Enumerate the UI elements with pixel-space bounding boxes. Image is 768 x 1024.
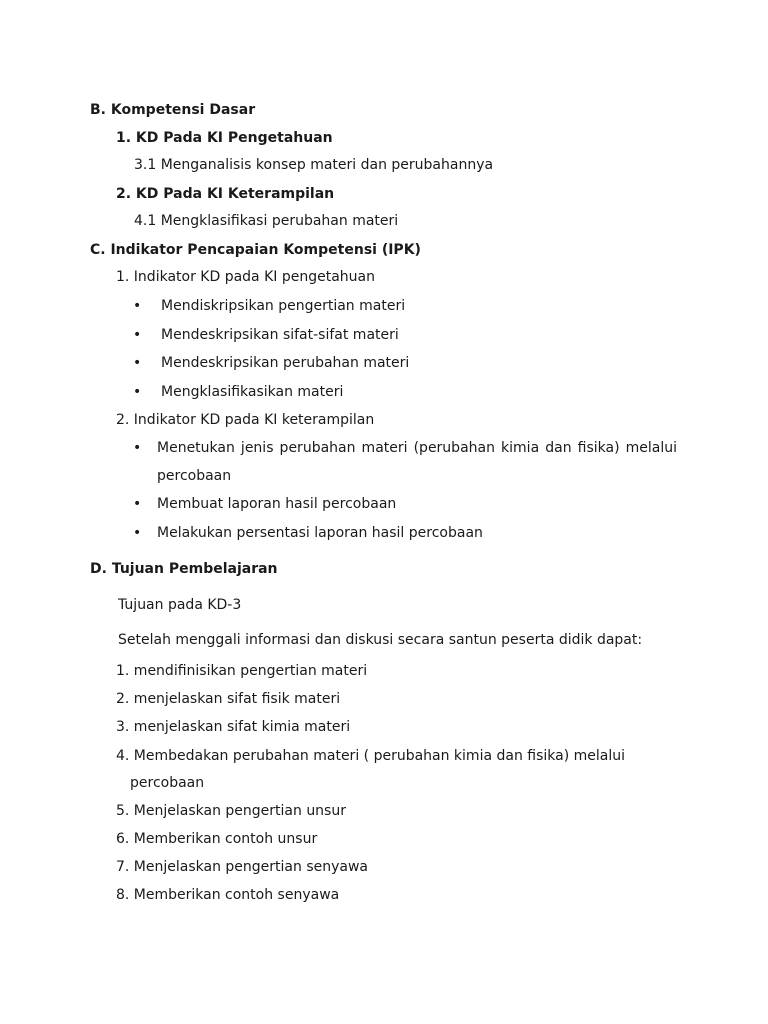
indicator-item-continuation: percobaan — [157, 468, 232, 484]
bullet-icon: • — [133, 440, 142, 456]
objective-item: 8. Memberikan contoh senyawa — [116, 887, 340, 903]
indicator-item: Mendeskripsikan sifat-sifat materi — [161, 327, 399, 343]
indicator-item: Mengklasifikasikan materi — [161, 384, 344, 400]
indicator-group2-title: 2. Indikator KD pada KI keterampilan — [116, 412, 375, 428]
kd1-item: 3.1 Menganalisis konsep materi dan perubahannya — [134, 157, 494, 173]
indicator-item: Melakukan persentasi laporan hasil percobaan — [157, 525, 483, 541]
kd1-title: 1. KD Pada KI Pengetahuan — [116, 130, 333, 146]
kd2-item: 4.1 Mengklasifikasi perubahan materi — [134, 213, 399, 229]
indicator-item: Membuat laporan hasil percobaan — [157, 496, 397, 512]
kd2-title: 2. KD Pada KI Keterampilan — [116, 186, 335, 202]
bullet-icon: • — [133, 298, 142, 314]
bullet-icon: • — [133, 496, 142, 512]
bullet-icon: • — [133, 384, 142, 400]
objective-item: 4. Membedakan perubahan materi ( perubahan kimia dan fisika) melalui — [116, 748, 626, 764]
objective-item-continuation: percobaan — [130, 775, 205, 791]
objective-item: 5. Menjelaskan pengertian unsur — [116, 803, 346, 819]
bullet-icon: • — [133, 355, 142, 371]
indicator-item: Menetukan jenis perubahan materi (perubahan kimia dan fisika) melalui — [157, 440, 677, 456]
bullet-icon: • — [133, 327, 142, 343]
objective-item: 1. mendifinisikan pengertian materi — [116, 663, 368, 679]
indicator-item: Mendeskripsikan perubahan materi — [161, 355, 410, 371]
objective-item: 7. Menjelaskan pengertian senyawa — [116, 859, 368, 875]
section-c-heading: C. Indikator Pencapaian Kompetensi (IPK) — [90, 242, 421, 258]
section-b-heading: B. Kompetensi Dasar — [90, 102, 256, 118]
objective-item: 3. menjelaskan sifat kimia materi — [116, 719, 351, 735]
objective-item: 2. menjelaskan sifat fisik materi — [116, 691, 341, 707]
objective-item: 6. Memberikan contoh unsur — [116, 831, 318, 847]
indicator-group1-title: 1. Indikator KD pada KI pengetahuan — [116, 269, 375, 285]
section-d-heading: D. Tujuan Pembelajaran — [90, 561, 278, 577]
bullet-icon: • — [133, 525, 142, 541]
indicator-item: Mendiskripsikan pengertian materi — [161, 298, 406, 314]
objective-subtitle: Tujuan pada KD-3 — [118, 597, 242, 613]
objective-intro: Setelah menggali informasi dan diskusi secara santun peserta didik dapat: — [118, 632, 643, 648]
